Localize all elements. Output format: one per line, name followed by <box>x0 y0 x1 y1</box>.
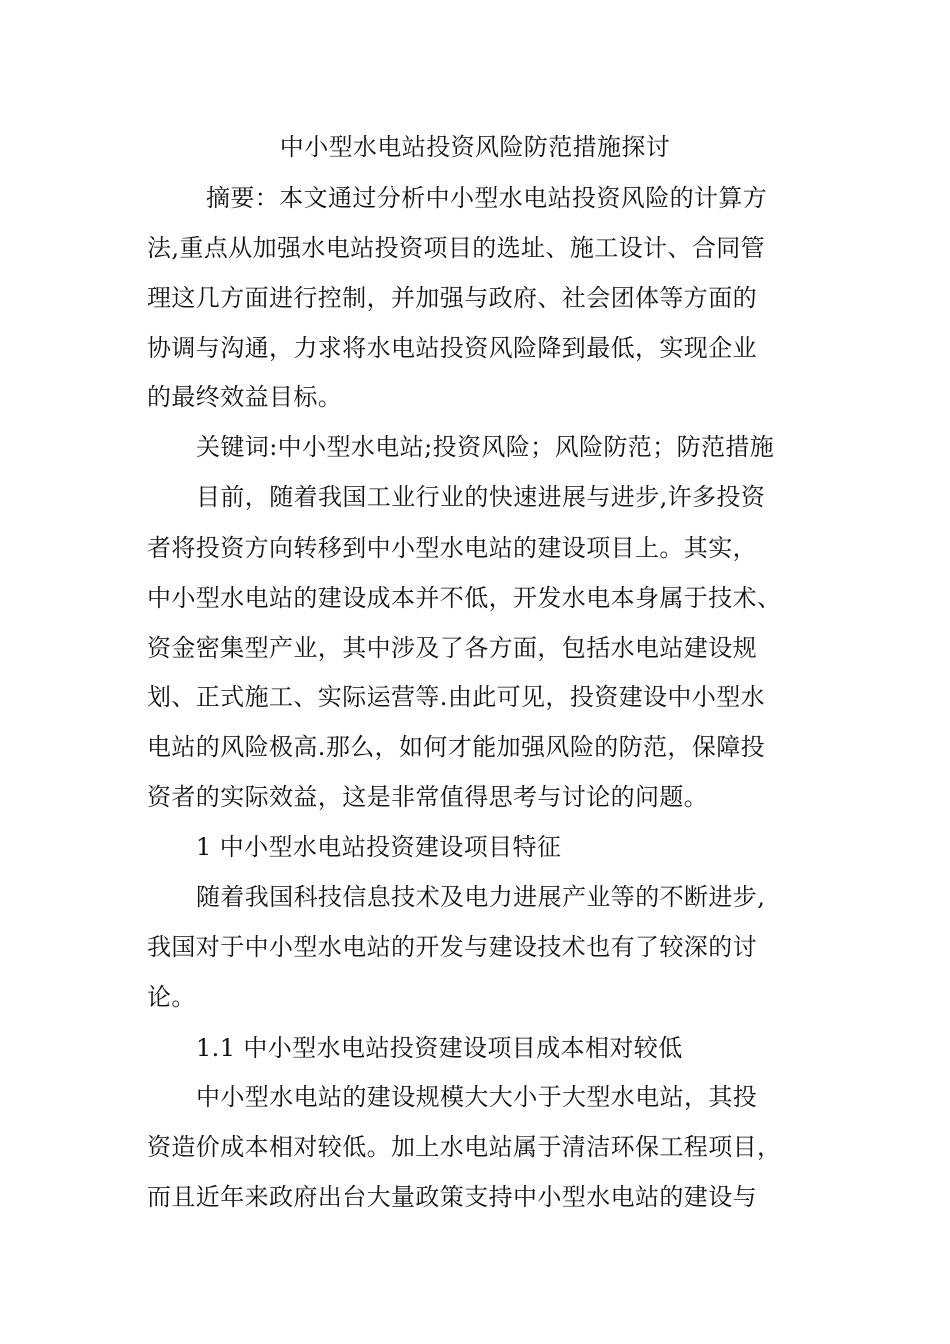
keywords-line: 关键词:中小型水电站;投资风险；风险防范；防范措施 <box>196 433 775 461</box>
body-paragraph-line: 而且近年来政府出台大量政策支持中小型水电站的建设与 <box>147 1183 757 1211</box>
abstract-line: 协调与沟通，力求将水电站投资风险降到最低，实现企业 <box>147 334 757 362</box>
body-paragraph-line: 者将投资方向转移到中小型水电站的建设项目上。其实， <box>147 534 757 562</box>
abstract-line: 法,重点从加强水电站投资项目的选址、施工设计、合同管 <box>147 234 766 262</box>
body-paragraph-line: 中小型水电站的建设成本并不低，开发水电本身属于技术、 <box>147 584 782 612</box>
body-paragraph-line: 我国对于中小型水电站的开发与建设技术也有了较深的讨 <box>147 933 757 961</box>
body-paragraph-line: 论。 <box>147 983 196 1011</box>
abstract-line: 的最终效益目标。 <box>147 383 343 411</box>
body-paragraph-line: 划、正式施工、实际运营等.由此可见，投资建设中小型水 <box>147 683 766 711</box>
body-paragraph-line: 资造价成本相对较低。加上水电站属于清洁环保工程项目， <box>147 1133 782 1161</box>
section-heading: 1 中小型水电站投资建设项目特征 <box>196 833 562 861</box>
body-paragraph-line: 资金密集型产业，其中涉及了各方面，包括水电站建设规 <box>147 634 757 662</box>
abstract-line: 理这几方面进行控制，并加强与政府、社会团体等方面的 <box>147 284 757 312</box>
body-paragraph-line: 中小型水电站的建设规模大大小于大型水电站，其投 <box>196 1083 758 1111</box>
page-title: 中小型水电站投资风险防范措施探讨 <box>279 133 671 161</box>
body-paragraph-line: 电站的风险极高.那么，如何才能加强风险的防范，保障投 <box>147 733 766 761</box>
body-paragraph-line: 随着我国科技信息技术及电力进展产业等的不断进步, <box>196 883 766 911</box>
abstract-line: 摘要：本文通过分析中小型水电站投资风险的计算方 <box>206 184 768 212</box>
subsection-heading: 1.1 中小型水电站投资建设项目成本相对较低 <box>196 1034 683 1062</box>
body-paragraph-line: 资者的实际效益，这是非常值得思考与讨论的问题。 <box>147 783 709 811</box>
body-paragraph-line: 目前，随着我国工业行业的快速进展与进步,许多投资 <box>196 483 766 511</box>
